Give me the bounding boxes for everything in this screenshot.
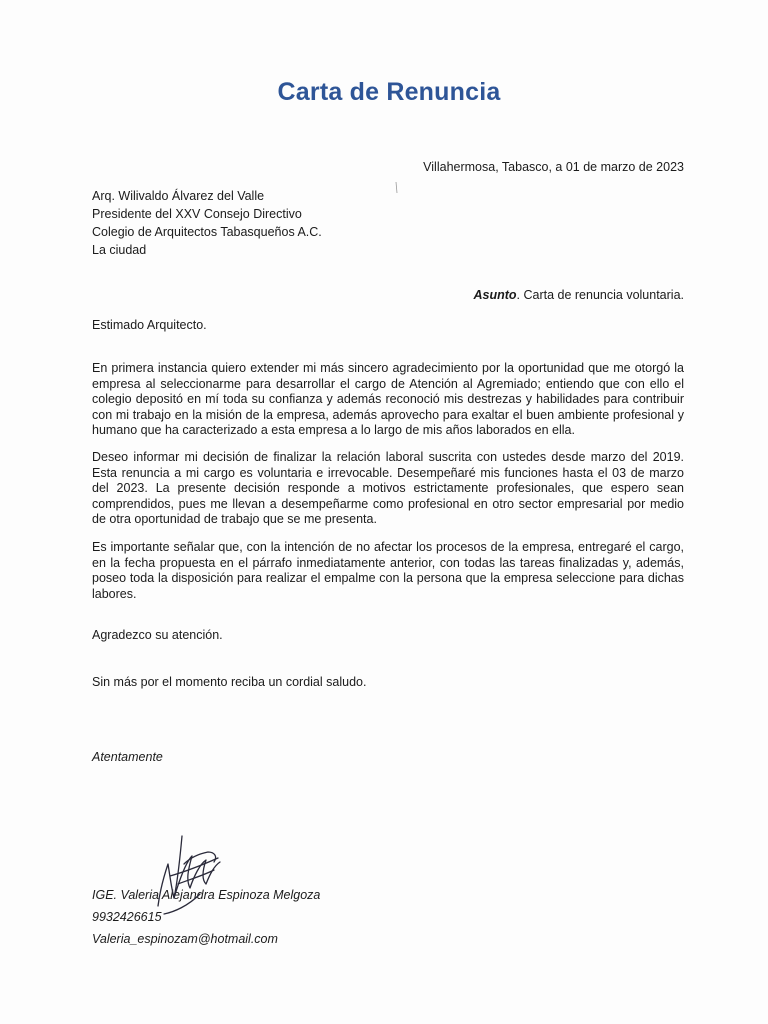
date-line: Villahermosa, Tabasco, a 01 de marzo de 2023 — [423, 160, 684, 174]
recipient-organization: Colegio de Arquitectos Tabasqueños A.C. — [92, 225, 322, 239]
subject-text: . Carta de renuncia voluntaria. — [516, 288, 684, 302]
scan-mark — [395, 181, 398, 193]
handwritten-signature — [144, 828, 234, 918]
signer-name: IGE. Valeria Alejandra Espinoza Melgoza — [92, 888, 321, 902]
paragraph-gratitude: En primera instancia quiero extender mi más sincero agradecimiento por la oportunidad que me otorgó la empresa al seleccionarme para desarrollar el cargo de Atención al Agremiado; entiendo que con ello el colegio depositó en mí toda su confianza y además reconoció mis destrezas y habilidades para contribuir con mi trabajo en la misión de la empresa, además aprovecho para exaltar el buen ambiente profesional y humano que ha caracterizado a esta empresa a lo largo de mis años laborados en ella. — [92, 361, 684, 438]
recipient-name: Arq. Wilivaldo Álvarez del Valle — [92, 189, 265, 203]
paragraph-decision: Deseo informar mi decisión de finalizar la relación laboral suscrita con ustedes desde marzo del 2019. Esta renuncia a mi cargo es voluntaria e irrevocable. Desempeñaré mis funciones hasta el 03 de marzo del 2023. La presente decisión responde a motivos estrictamente profesionales, que espero sean comprendidos, pues me llevan a desempeñarme como profesional en otro sector empresarial por medio de otra oportunidad de trabajo que se me presenta. — [92, 450, 684, 527]
subject-line — [473, 288, 684, 302]
signer-phone: 9932426615 — [92, 910, 162, 924]
recipient-position: Presidente del XXV Consejo Directivo — [92, 207, 302, 221]
recipient-city: La ciudad — [92, 243, 147, 257]
closing-line: Atentamente — [92, 750, 163, 764]
greeting: Estimado Arquitecto. — [92, 318, 207, 332]
recipient-block — [92, 187, 322, 259]
farewell-line: Sin más por el momento reciba un cordial saludo. — [92, 675, 367, 689]
letter-title: Carta de Renuncia — [277, 78, 501, 106]
signer-email: Valeria_espinozam@hotmail.com — [92, 932, 278, 946]
subject-label: Asunto — [473, 288, 517, 302]
thanks-line: Agradezco su atención. — [92, 628, 223, 642]
paragraph-handover: Es importante señalar que, con la intención de no afectar los procesos de la empresa, entregaré el cargo, en la fecha propuesta en el párrafo inmediatamente anterior, con todas las tareas finalizadas y, además, poseo toda la disposición para realizar el empalme con la persona que la empresa seleccione para dichas labores. — [92, 540, 684, 601]
